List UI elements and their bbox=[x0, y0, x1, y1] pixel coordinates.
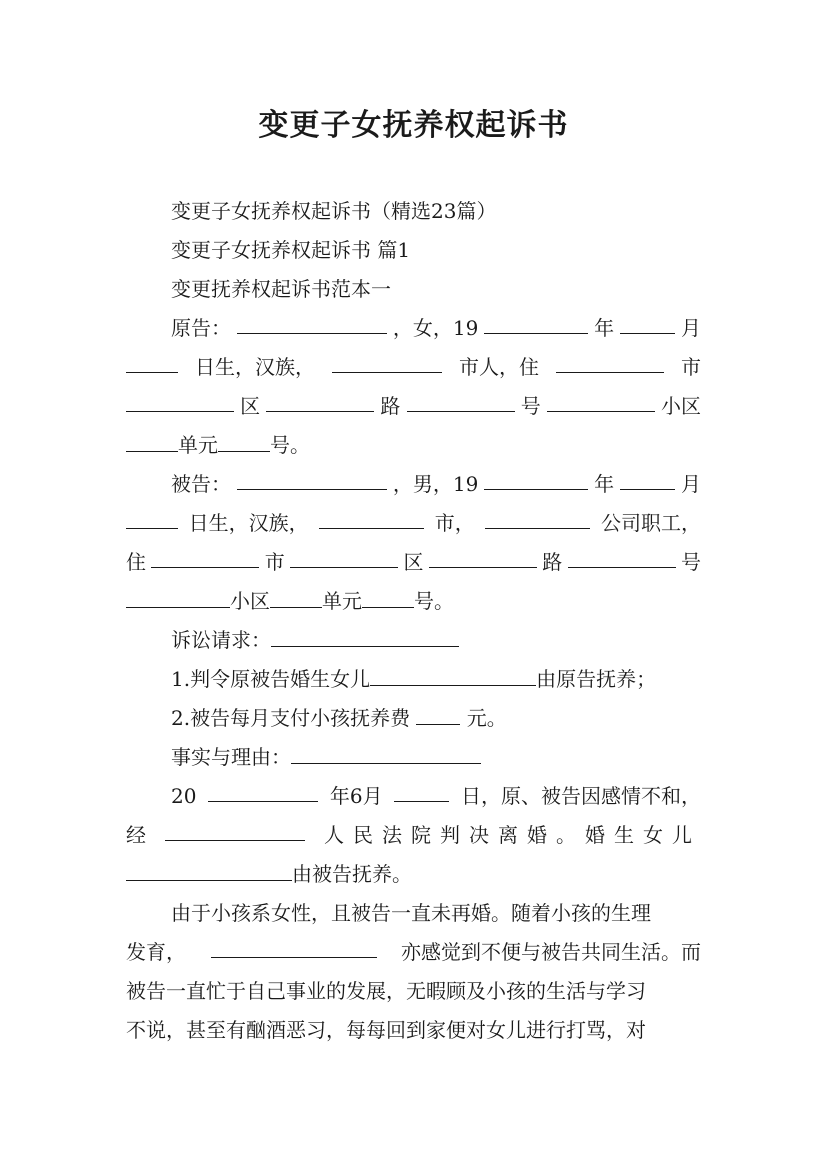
blank-field bbox=[237, 313, 387, 334]
defendant-line-3: 住 市 区 路 号 bbox=[126, 547, 701, 577]
blank-field bbox=[620, 469, 675, 490]
blank-field bbox=[332, 352, 442, 373]
paragraph-line-1: 由于小孩系女性，且被告一直未再婚。随着小孩的生理 bbox=[171, 901, 651, 925]
paragraph-line-2: 发育， 亦感觉到不便与被告共同生活。而 bbox=[126, 937, 701, 967]
plaintiff-label: 原告： bbox=[171, 316, 231, 340]
blank-field bbox=[556, 352, 664, 373]
paragraph-line-3: 被告一直忙于自己事业的发展，无暇顾及小孩的生活与学习 bbox=[126, 979, 646, 1003]
claim-2: 2.被告每月支付小孩抚养费 元。 bbox=[171, 706, 507, 730]
claims-heading: 诉讼请求： bbox=[171, 625, 701, 655]
blank-field bbox=[218, 431, 270, 452]
blank-field bbox=[394, 781, 449, 802]
facts-line-1: 20 年6月 日，原、被告因感情不和， bbox=[171, 781, 701, 811]
blank-field bbox=[407, 391, 515, 412]
blank-field bbox=[237, 469, 387, 490]
blank-field bbox=[126, 352, 178, 373]
blank-field bbox=[266, 391, 374, 412]
plaintiff-line-4: 单元 号。 bbox=[126, 430, 701, 460]
blank-field bbox=[485, 508, 590, 529]
blank-field bbox=[291, 743, 481, 764]
plaintiff-line-2: 日生，汉族， 市人，住 市 bbox=[126, 352, 701, 382]
blank-field bbox=[208, 781, 318, 802]
blank-field bbox=[270, 587, 322, 608]
blank-field bbox=[484, 313, 588, 334]
document-title: 变更子女抚养权起诉书 bbox=[258, 108, 569, 143]
facts-heading: 事实与理由： bbox=[171, 742, 701, 772]
blank-field bbox=[319, 508, 424, 529]
paragraph-line-4: 不说，甚至有酗酒恶习，每每回到家便对女儿进行打骂，对 bbox=[126, 1018, 646, 1042]
plaintiff-line-3: 区 路 号 小区 bbox=[126, 391, 701, 421]
blank-field bbox=[547, 391, 655, 412]
blank-field bbox=[620, 313, 675, 334]
defendant-line-1: 被告： ，男，19 年 月 bbox=[171, 469, 701, 499]
blank-field bbox=[126, 508, 178, 529]
blank-field bbox=[484, 469, 588, 490]
blank-field bbox=[126, 587, 230, 608]
defendant-label: 被告： bbox=[171, 472, 231, 496]
blank-field bbox=[370, 665, 536, 686]
plaintiff-line-1: 原告： ，女，19 年 月 bbox=[171, 313, 701, 343]
blank-field bbox=[429, 547, 537, 568]
claim-1: 1.判令原被告婚生女儿 由原告抚养； bbox=[171, 667, 657, 691]
blank-field bbox=[290, 547, 398, 568]
doc-subtitle: 变更子女抚养权起诉书（精选23篇） bbox=[171, 199, 497, 223]
facts-line-3: 由被告抚养。 bbox=[126, 859, 701, 889]
blank-field bbox=[126, 391, 234, 412]
blank-field bbox=[211, 937, 377, 958]
blank-field bbox=[151, 547, 259, 568]
blank-field bbox=[362, 587, 414, 608]
facts-line-2: 经 人民法院判决离婚。婚生女儿 bbox=[126, 820, 701, 850]
blank-field bbox=[416, 704, 460, 725]
blank-field bbox=[165, 820, 305, 841]
blank-field bbox=[126, 431, 178, 452]
blank-field bbox=[271, 626, 459, 647]
defendant-line-2: 日生，汉族， 市， 公司职工， bbox=[126, 508, 701, 538]
template-heading: 变更抚养权起诉书范本一 bbox=[171, 277, 391, 301]
blank-field bbox=[126, 860, 292, 881]
defendant-line-4: 小区 单元 号。 bbox=[126, 586, 701, 616]
blank-field bbox=[568, 547, 676, 568]
section-heading: 变更子女抚养权起诉书 篇1 bbox=[171, 238, 411, 262]
